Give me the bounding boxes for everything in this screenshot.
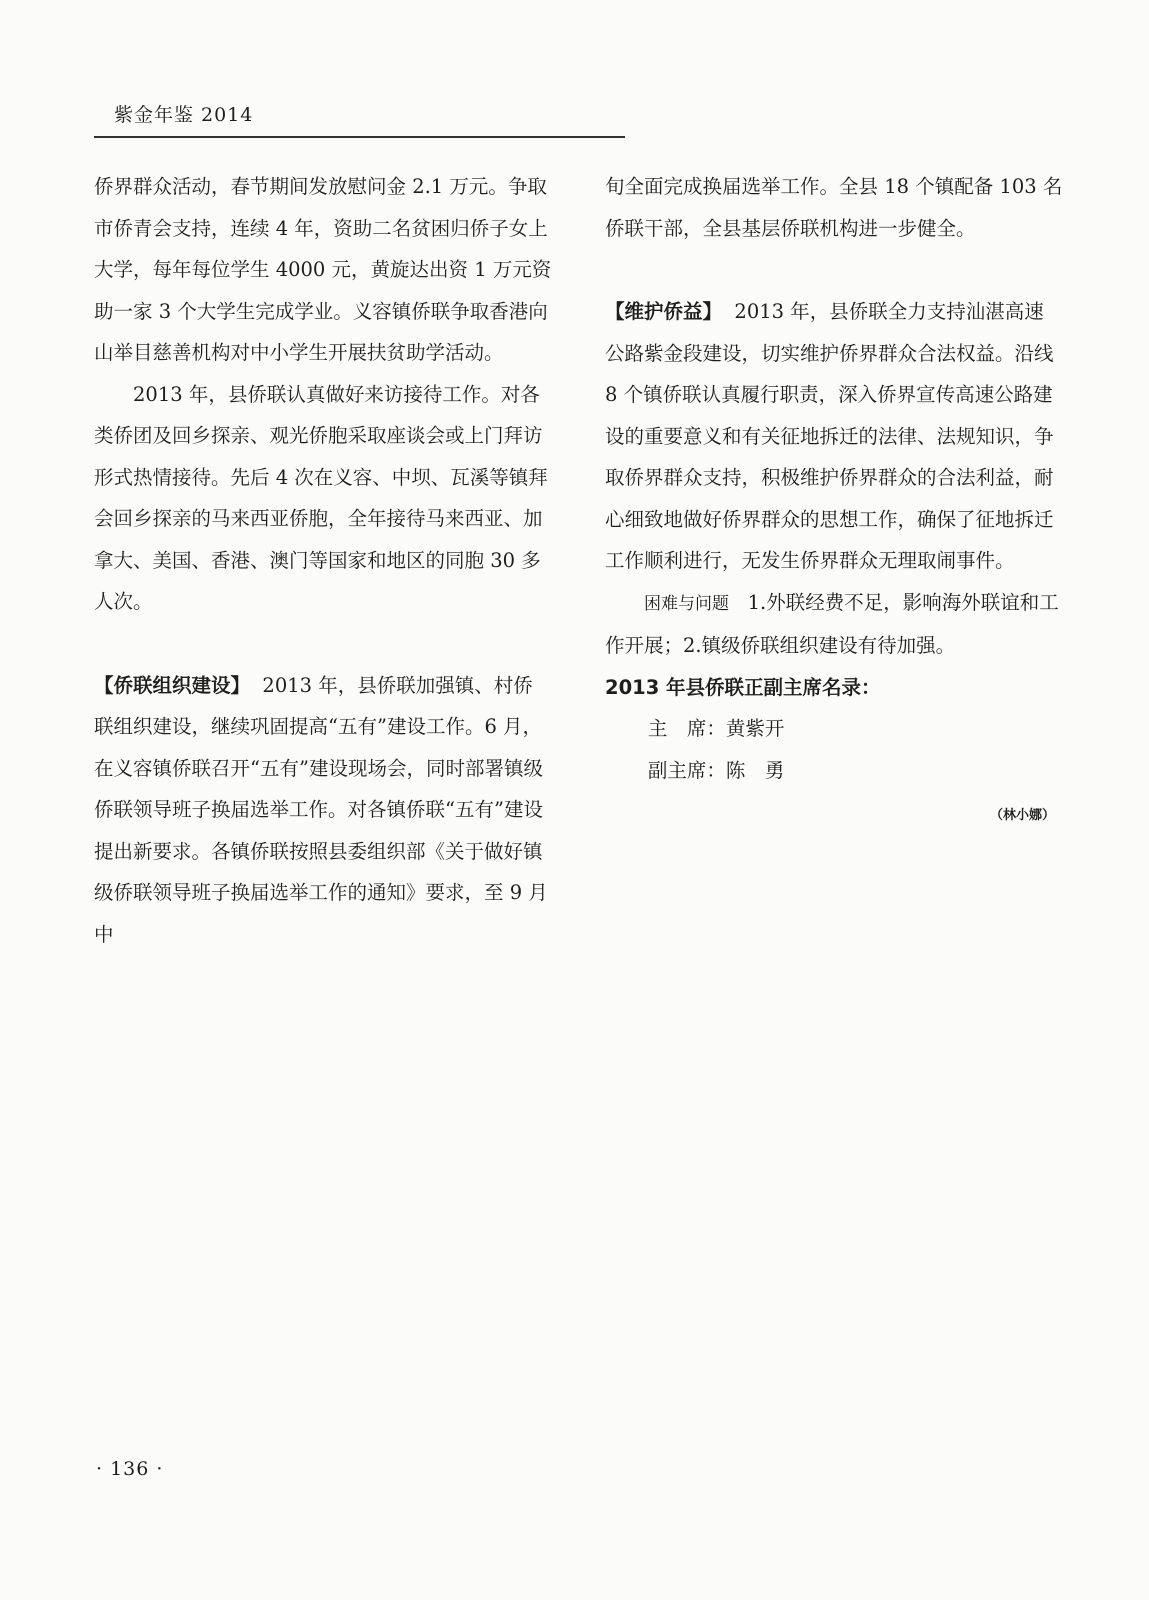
spacer [605,249,1063,291]
roster-name: 陈 勇 [725,758,785,782]
section-body: 2013 年，县侨联加强镇、村侨联组织建设，继续巩固提高“五有”建设工作。6 月，在义容镇侨联召开“五有”建设现场会，同时部署镇级侨联领导班子换届选举工作。对各镇侨联“五有”建设提出新要求。各镇侨联按照县委组织部《关于做好镇级侨联领导班子换届选举工作的通知》要求，至 9 月中 [94,673,548,946]
author-byline: （林小娜） [989,808,1055,823]
paragraph-reception: 2013 年，县侨联认真做好来访接待工作。对各类侨团及回乡探亲、观光侨胞采取座谈会或上门拜访形式热情接待。先后 4 次在义容、中坝、瓦溪等镇拜会回乡探亲的马来西亚侨胞，全年接待马来西亚、加拿大、美国、香港、澳门等国家和地区的同胞 30 多人次。 [94,382,548,613]
spacer [94,623,552,665]
left-column [94,166,552,955]
roster-title: 2013 年县侨联正副主席名录： [605,675,881,699]
roster-role: 副主席： [647,758,726,782]
section-heading: 【侨联组织建设】 [94,673,251,697]
section-rights [605,291,1063,582]
section-heading: 【维护侨益】 [605,300,723,323]
roster-row [605,708,1063,750]
problems-body: 1.外联经费不足，影响海外联谊和工作开展；2.镇级侨联组织建设有待加强。 [605,590,1059,657]
problems-label: 困难与问题 [644,593,729,614]
roster-name: 黄紫开 [725,717,785,740]
section-organization [94,665,552,956]
paragraph-problems [605,582,1063,667]
roster-role: 主 席： [647,717,726,740]
section-body: 2013 年，县侨联全力支持汕湛高速公路紫金段建设，切实维护侨界群众合法权益。沿线 8 个镇侨联认真履行职责，深入侨界宣传高速公路建设的重要意义和有关征地拆迁的法律、法规知识，争取侨界群众支持，积极维护侨界群众的合法利益，耐心细致地做好侨界群众的思想工作，确保了征地拆迁工作顺利进行，无发生侨界群众无理取闹事件。 [605,300,1054,572]
paragraph-relief: 侨界群众活动，春节期间发放慰问金 2.1 万元。争取市侨青会支持，连续 4 年，资助二名贫困归侨子女上大学，每年每位学生 4000 元，黄旋达出资 1 万元资助一家 3 个大学生完成学业。义容镇侨联争取香港向山举目慈善机构对中小学生开展扶贫助学活动。 [94,175,552,364]
header-rule [94,136,625,138]
page-number: · 136 · [96,1458,164,1480]
running-title: 紫金年鉴 2014 [114,104,254,126]
right-column [605,166,1063,837]
roster-row [605,750,1063,792]
paragraph-continued: 旬全面完成换届选举工作。全县 18 个镇配备 103 名侨联干部，全县基层侨联机构进一步健全。 [605,175,1063,240]
